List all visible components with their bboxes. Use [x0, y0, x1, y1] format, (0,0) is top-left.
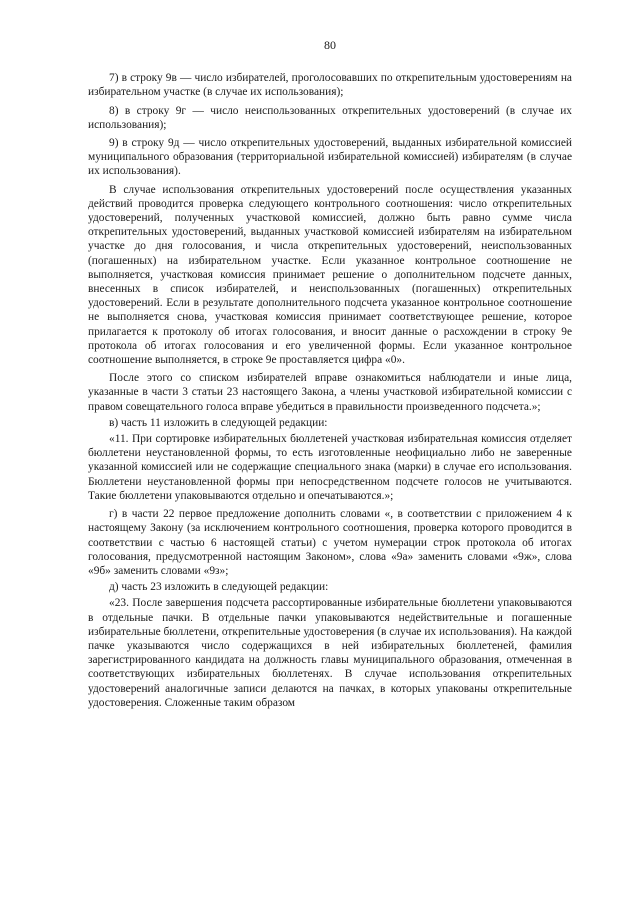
- paragraph-control-ratio: В случае использования открепительных удостоверений после осуществления указанных действий проводится проверка следующего контрольного соотношения: число открепительных удостоверений, полученных участковой комиссией, должно быть равно сумме числа открепительных удостоверений, выданных участковой комиссией избирателям на избирательном участке до дня голосования, и числа открепительных удостоверений, неиспользованных (погашенных) на избирательном участке. Если указанное контрольное соотношение не выполняется, участковая комиссия принимает решение о дополнительном подсчете данных, внесенных в список избирателей, и неиспользованных (погашенных) открепительных удостоверений. Если в результате дополнительного подсчета указанное контрольное соотношение не выполняется снова, участковая комиссия принимает соответствующее решение, которое прилагается к протоколу об итогах голосования, и вносит данные о расхождении в строку 9е протокола об итогах голосования и его увеличенной формы. Если указанное контрольное соотношение выполняется, в строке 9е проставляется цифра «0».: [88, 183, 572, 367]
- page-number: 80: [324, 38, 336, 52]
- paragraph-observers: После этого со списком избирателей вправе ознакомиться наблюдатели и иные лица, указанные в части 3 статьи 23 настоящего Закона, а члены участковой избирательной комиссии с правом совещательного голоса вправе убедиться в правильности произведенного подсчета.»;: [88, 372, 572, 413]
- amendment-heading-v: в) часть 11 изложить в следующей редакции:: [109, 416, 328, 429]
- paragraph-part-23: «23. После завершения подсчета рассортированные избирательные бюллетени упаковываются в отдельные пачки. В отдельные пачки упаковываются недействительные и погашенные избирательные бюллетени, открепительные удостоверения (в случае их использования). На каждой пачке указываются число содержащихся в ней избирательных бюллетеней, фамилия зарегистрированного кандидата на должность главы муниципального образования, отмеченная в соответствующих избирательных бюллетенях. В случае использования открепительных удостоверений аналогичные записи делаются на пачках, в которых упакованы открепительные удостоверения. Сложенные таким образом: [88, 597, 572, 709]
- paragraph-item-7: 7) в строку 9в — число избирателей, проголосовавших по открепительным удостоверениям на избирательном участке (в случае их использования);: [88, 72, 572, 99]
- amendment-g: г) в части 22 первое предложение дополнить словами «, в соответствии с приложением 4 к настоящему Закону (за исключением контрольного соотношения, проверка которого проводится в соответствии с частью 6 настоящей статьи) с учетом нумерации строк протокола об итогах голосования, предусмотренной настоящим Законом», слова «9а» заменить словами «9ж», слова «9б» заменить словами «9з»;: [88, 508, 572, 577]
- amendment-heading-d: д) часть 23 изложить в следующей редакции:: [109, 581, 329, 594]
- paragraph-item-8: 8) в строку 9г — число неиспользованных открепительных удостоверений (в случае их использования);: [88, 104, 572, 131]
- paragraph-part-11: «11. При сортировке избирательных бюллетеней участковая избирательная комиссия отделяет бюллетени неустановленной формы, то есть изготовленные неофициально либо не заверенные указанной комиссией или не содержащие специального знака (марки) в случае его использования. Бюллетени неустановленной формы при непосредственном подсчете голосов не учитываются. Такие бюллетени упаковываются отдельно и опечатываются.»;: [88, 433, 572, 502]
- paragraph-item-9: 9) в строку 9д — число открепительных удостоверений, выданных избирательной комиссией муниципального образования (территориальной избирательной комиссией) избирателям (в случае их использования).: [88, 137, 572, 178]
